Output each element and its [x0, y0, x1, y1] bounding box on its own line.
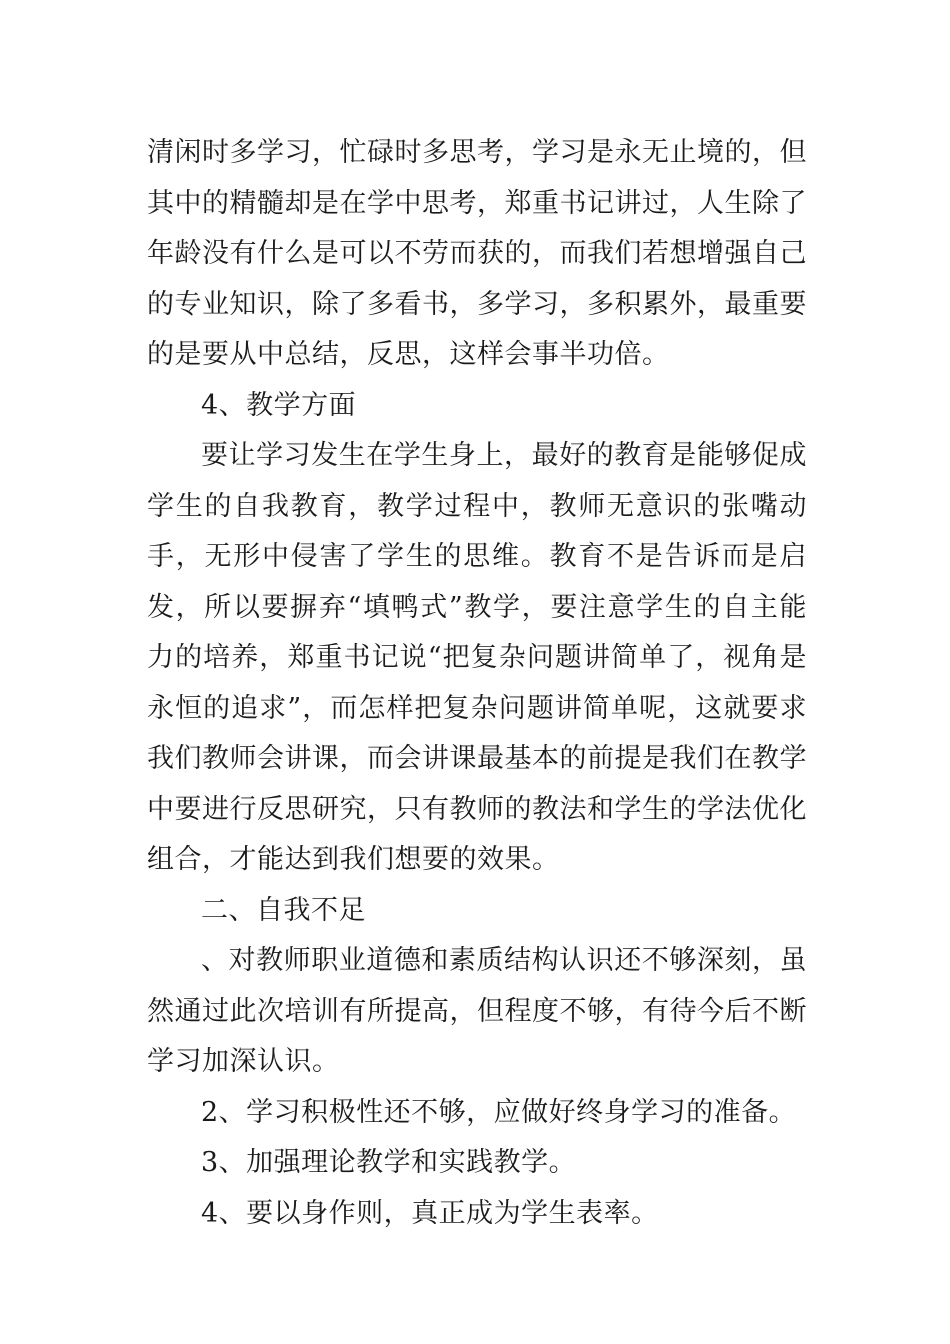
document-body — [147, 128, 807, 1239]
paragraph-reflection: 清闲时多学习，忙碌时多思考，学习是永无止境的，但其中的精髓却是在学中思考，郑重书记讲过，人生除了年龄没有什么是可以不劳而获的，而我们若想增强自己的专业知识，除了多看书，多学习，多积累外，最重要的是要从中总结，反思，这样会事半功倍。 — [147, 137, 807, 370]
section-heading-teaching: 4、教学方面 — [201, 389, 357, 421]
section-heading-shortcomings: 二、自我不足 — [201, 894, 366, 926]
paragraph-shortcoming-1: 、对教师职业道德和素质结构认识还不够深刻，虽然通过此次培训有所提高，但程度不够，有待今后不断学习加深认识。 — [147, 945, 807, 1077]
paragraph-teaching: 要让学习发生在学生身上，最好的教育是能够促成学生的自我教育，教学过程中，教师无意识的张嘴动手，无形中侵害了学生的思维。教育不是告诉而是启发，所以要摒弃“填鸭式”教学，要注意学生的自主能力的培养，郑重书记说“把复杂问题讲简单了，视角是永恒的追求”，而怎样把复杂问题讲简单呢，这就要求我们教师会讲课，而会讲课最基本的前提是我们在教学中要进行反思研究，只有教师的教法和学生的学法优化组合，才能达到我们想要的效果。 — [147, 440, 807, 875]
list-item-shortcoming-3: 3、加强理论教学和实践教学。 — [201, 1147, 577, 1178]
list-item-shortcoming-2: 2、学习积极性还不够，应做好终身学习的准备。 — [201, 1096, 797, 1128]
list-item-shortcoming-4: 4、要以身作则，真正成为学生表率。 — [201, 1197, 659, 1229]
